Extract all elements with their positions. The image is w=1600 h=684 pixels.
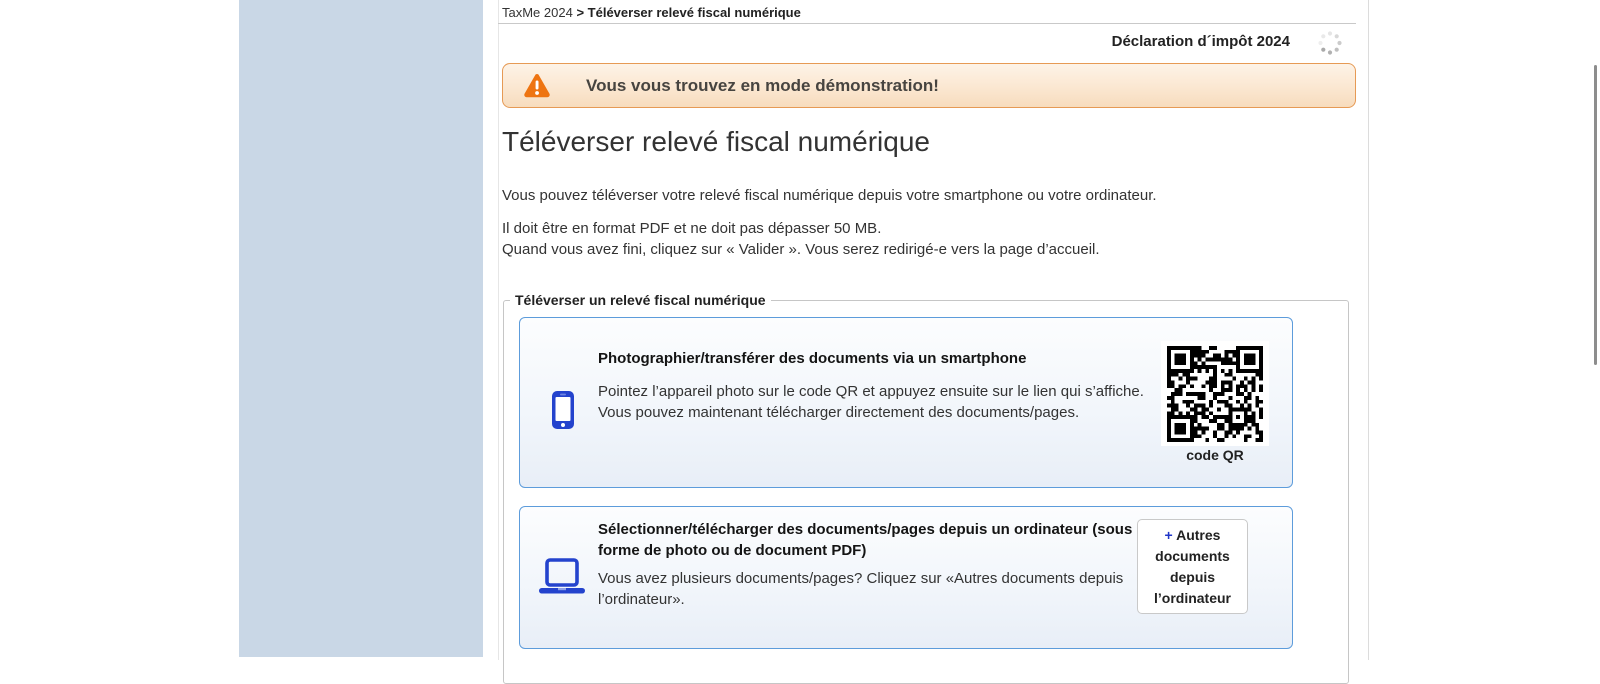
smartphone-icon bbox=[551, 390, 575, 430]
computer-card-heading bbox=[598, 519, 1132, 561]
smartphone-card-heading: Photographier/transférer des documents via un smartphone bbox=[598, 350, 1027, 367]
computer-card-body-line1: Vous avez plusieurs documents/pages? Cliquez sur «Autres documents depuis bbox=[598, 570, 1124, 587]
note-line-validate: Quand vous avez fini, cliquez sur « Valider ». Vous serez redirigé-e vers la page d’accueil. bbox=[502, 241, 1100, 258]
breadcrumb-root-link[interactable]: TaxMe 2024 bbox=[502, 5, 573, 20]
demo-mode-text: Vous vous trouvez en mode démonstration! bbox=[586, 75, 939, 95]
other-documents-button[interactable] bbox=[1137, 519, 1248, 614]
smartphone-card-body-line2: Vous pouvez maintenant télécharger directement des documents/pages. bbox=[598, 404, 1080, 421]
laptop-icon bbox=[537, 558, 587, 596]
tax-declaration-title: Déclaration d´impôt 2024 bbox=[1111, 33, 1290, 50]
qr-code-label: code QR bbox=[1186, 447, 1244, 463]
smartphone-card-body-line1: Pointez l’appareil photo sur le code QR et appuyez ensuite sur le lien qui s’affiche. bbox=[598, 383, 1144, 400]
breadcrumb-current: Téléverser relevé fiscal numérique bbox=[587, 5, 801, 20]
computer-card-body bbox=[598, 568, 1123, 610]
note-line-format: Il doit être en format PDF et ne doit pas dépasser 50 MB. bbox=[502, 220, 882, 237]
warning-icon bbox=[523, 73, 551, 99]
content-left-border bbox=[498, 0, 499, 660]
breadcrumb-separator: > bbox=[576, 5, 585, 20]
intro-paragraph: Vous pouvez téléverser votre relevé fiscal numérique depuis votre smartphone ou votre ordinateur. bbox=[502, 187, 1157, 204]
breadcrumb bbox=[502, 5, 801, 20]
computer-upload-card bbox=[519, 506, 1293, 649]
upload-section-legend: Téléverser un relevé fiscal numérique bbox=[515, 292, 766, 308]
smartphone-upload-card bbox=[519, 317, 1293, 488]
content-right-border bbox=[1368, 0, 1369, 660]
notes-paragraph bbox=[502, 218, 1100, 260]
computer-card-heading-line1: Sélectionner/télécharger des documents/pages depuis un ordinateur (sous bbox=[598, 521, 1133, 538]
demo-mode-banner bbox=[502, 63, 1356, 108]
qr-code-image bbox=[1161, 341, 1269, 446]
left-sidebar bbox=[239, 0, 483, 657]
breadcrumb-divider bbox=[498, 23, 1356, 24]
loading-spinner-icon bbox=[1317, 30, 1343, 56]
other-documents-button-label: Autres documents depuis l’ordinateur bbox=[1153, 527, 1231, 606]
plus-icon: + bbox=[1164, 527, 1173, 543]
smartphone-card-body bbox=[598, 381, 1144, 423]
scrollbar-thumb[interactable] bbox=[1594, 65, 1597, 365]
page-title: Téléverser relevé fiscal numérique bbox=[502, 126, 930, 157]
computer-card-body-line2: l’ordinateur». bbox=[598, 591, 685, 608]
computer-card-heading-line2: forme de photo ou de document PDF) bbox=[598, 542, 867, 559]
